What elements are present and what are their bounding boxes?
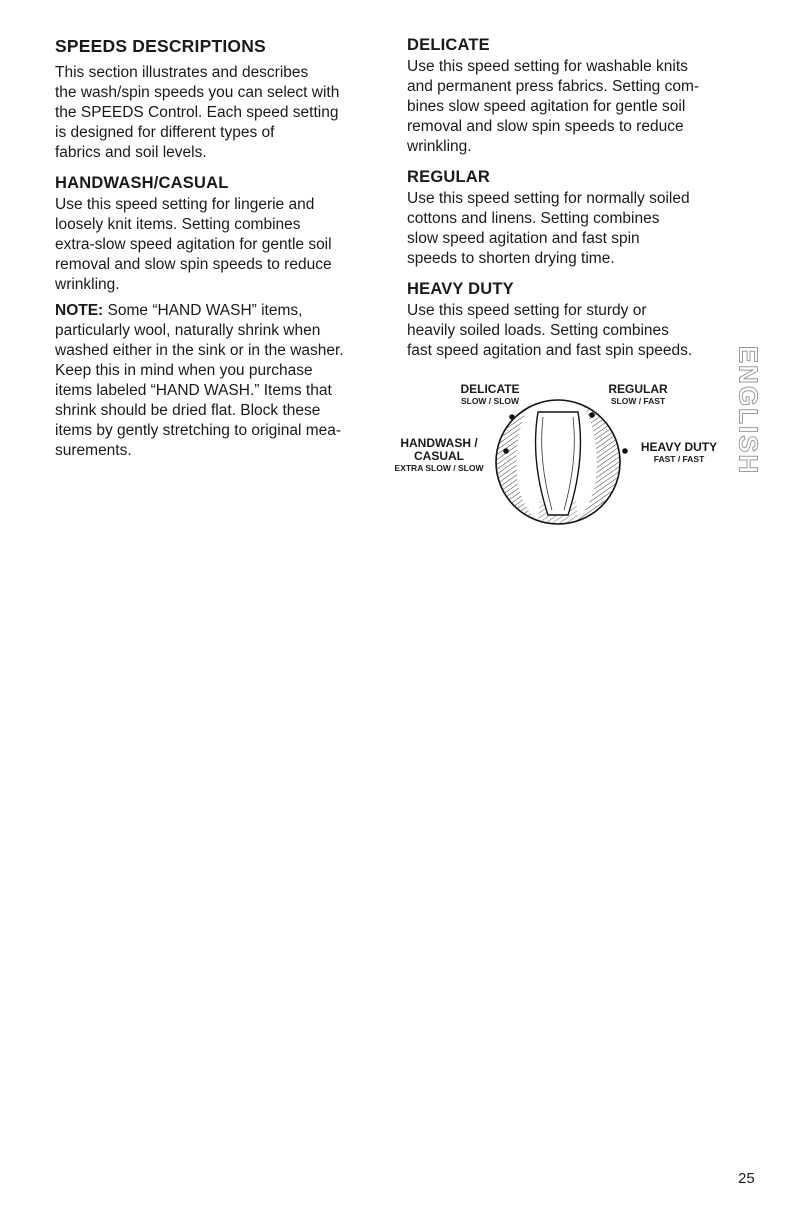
note-body: Some “HAND WASH” items, particularly wool, naturally shrink when washed either in the sink or in the washer. Keep this in mind when you purchase items labeled “HAND WASH.” Items that shrink should be dried flat. Block these items by gently stretching to original mea- surements. <box>55 302 344 459</box>
speeds-dial-illustration <box>380 375 740 535</box>
handwash-dot <box>503 448 509 454</box>
heavy-duty-heading: HEAVY DUTY <box>407 280 514 298</box>
delicate-paragraph: Use this speed setting for washable knits and permanent press fabrics. Setting com- bines slow speed agitation for gentle soil removal and slow spin speeds to reduce wrinkling. <box>407 58 700 155</box>
delicate-heading: DELICATE <box>407 36 490 54</box>
page-number: 25 <box>738 1170 755 1187</box>
intro-paragraph: This section illustrates and describes the wash/spin speeds you can select with the SPEEDS Control. Each speed setting is designed for different types of fabrics and soil levels. <box>55 64 340 161</box>
delicate-dot <box>509 414 515 420</box>
dial-label-heavy-duty: HEAVY DUTY FAST / FAST <box>640 440 718 464</box>
handwash-heading: HANDWASH/CASUAL <box>55 174 229 192</box>
handwash-paragraph: Use this speed setting for lingerie and loosely knit items. Setting combines extra-slow speed agitation for gentle soil removal and slow spin speeds to reduce wrinkling. <box>55 196 332 293</box>
heavy-duty-dot <box>622 448 628 454</box>
left-column <box>55 36 390 461</box>
regular-paragraph: Use this speed setting for normally soiled cottons and linens. Setting combines slow speed agitation and fast spin speeds to shorten drying time. <box>407 190 690 267</box>
regular-heading: REGULAR <box>407 168 490 186</box>
language-side-tab <box>733 322 764 498</box>
note-label: NOTE: <box>55 302 104 319</box>
dial-label-delicate: DELICATE SLOW / SLOW <box>460 382 520 406</box>
section-title: SPEEDS DESCRIPTIONS <box>55 36 266 56</box>
note-paragraph <box>55 301 390 461</box>
dial-label-handwash: HANDWASH / CASUAL EXTRA SLOW / SLOW <box>394 436 484 473</box>
heavy-duty-paragraph: Use this speed setting for sturdy or heavily soiled loads. Setting combines fast speed agitation and fast spin speeds. <box>407 302 693 359</box>
right-column <box>407 36 747 361</box>
regular-dot <box>589 412 595 418</box>
language-tab-label: ENGLISH <box>733 345 764 475</box>
dial-label-regular: REGULAR SLOW / FAST <box>608 382 668 406</box>
